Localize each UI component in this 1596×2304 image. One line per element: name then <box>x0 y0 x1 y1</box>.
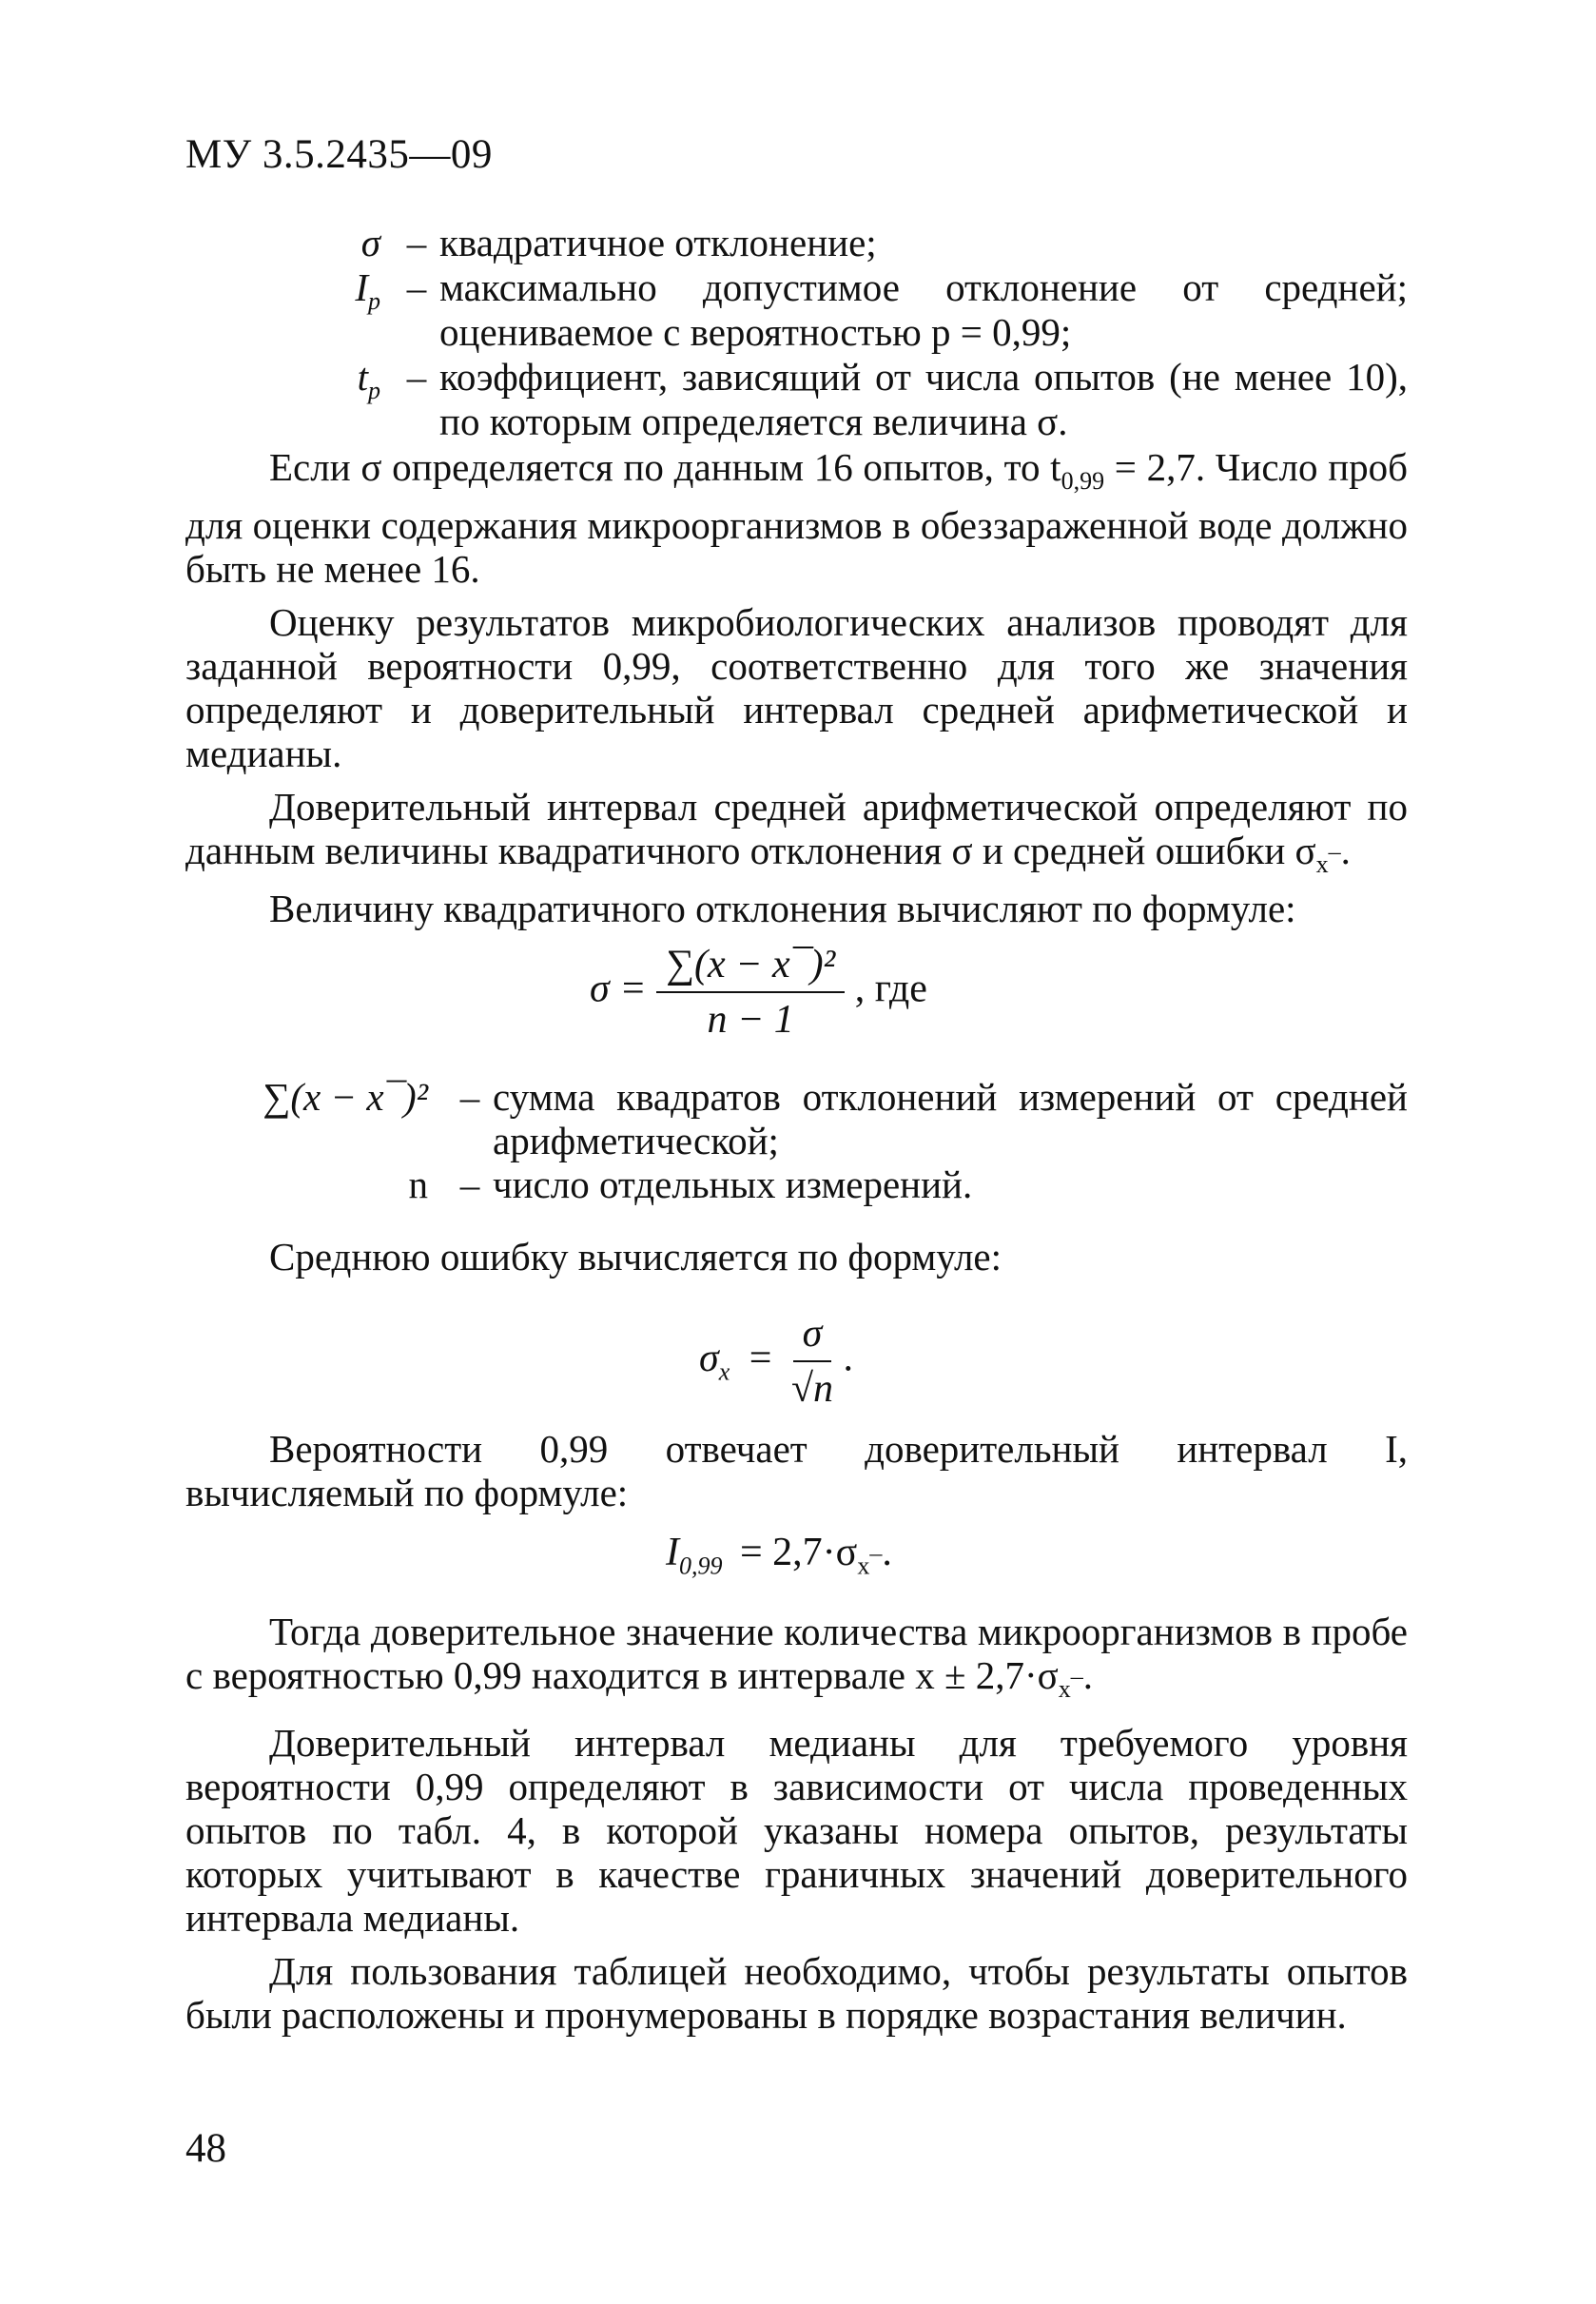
formula-suffix: . <box>843 1336 854 1380</box>
paragraph: Тогда доверительное значение количества микроорганизмов в пробе с вероятностью 0,99 находится в интервале $x \pm 2,7\cdot\sigma_{x¯}$. <box>185 1610 1408 1704</box>
definition-text: максимально допустимое отклонение от средней; оцениваемое с вероятностью p = 0,99; <box>439 265 1408 354</box>
formula-numerator: σ <box>793 1311 832 1362</box>
formula-lhs: $\sigma_x$ <box>699 1336 730 1386</box>
definition-dash: – <box>459 1075 480 1119</box>
formula-sigma <box>590 942 927 1043</box>
page-number: 48 <box>185 2126 226 2171</box>
paragraph: Величину квадратичного отклонения вычисляют по формуле: <box>269 887 1296 931</box>
paragraph: Доверительный интервал медианы для требуемого уровня вероятности 0,99 определяют в зависимости от числа проведенных опытов по табл. 4, в которой указаны номера опытов, результаты которых учитывают в качестве граничных значений доверительного интервала медианы. <box>185 1721 1408 1941</box>
document-code: МУ 3.5.2435—09 <box>185 132 493 177</box>
body-text-mean-error <box>185 1235 1408 1279</box>
definition-symbol: $I_p$ <box>355 265 380 316</box>
formula-mean-error <box>699 1311 853 1412</box>
definition-dash: – <box>406 265 427 309</box>
symbol-definitions <box>323 221 1408 444</box>
paragraph: Если σ определяется по данным 16 опытов, то $t_{0,99} = 2,7$. Число проб для оценки содержания микроорганизмов в обеззараженной воде должно быть не менее 16. <box>185 445 1409 592</box>
paragraph: Доверительный интервал средней арифметической определяют по данным величины квадратичного отклонения σ и средней ошибки $\sigma_{x¯}$. <box>185 785 1408 879</box>
formula-rhs: = $2,7\cdot\sigma_{x¯}$. <box>740 1531 892 1580</box>
definition-symbol: $t_p$ <box>357 355 380 405</box>
definition-text: квадратичное отклонение; <box>439 221 877 264</box>
definition-dash: – <box>406 355 427 399</box>
definition-row <box>323 265 1408 355</box>
definition-dash: – <box>459 1162 480 1206</box>
paragraph: Оценку результатов микробиологических анализов проводят для заданной вероятности 0,99, соответственно для того же значения определяют и доверительный интервал средней арифметической и медианы. <box>185 600 1408 776</box>
definition-text: число отдельных измерений. <box>493 1162 973 1206</box>
body-text-bottom <box>185 1610 1408 2037</box>
definition-row <box>195 1162 1408 1206</box>
formula-denominator: n − 1 <box>707 998 794 1042</box>
definition-symbol: ∑(x − x¯)² <box>263 1075 428 1119</box>
definition-symbol: n <box>408 1162 428 1206</box>
definition-symbol: σ <box>360 221 380 264</box>
body-text-top <box>185 445 1408 930</box>
definition-text: коэффициент, зависящий от числа опытов (не менее 10), по которым определяется величина σ. <box>439 355 1408 443</box>
definition-dash: – <box>406 221 427 264</box>
sum-definitions <box>195 1075 1408 1206</box>
formula-lhs: $I_{0,99}$ <box>666 1531 723 1580</box>
formula-suffix: , где <box>854 967 927 1011</box>
formula-fraction <box>656 942 845 1043</box>
formula-equals: = <box>749 1336 772 1380</box>
definition-row <box>323 355 1408 444</box>
paragraph: Для пользования таблицей необходимо, чтобы результаты опытов были расположены и пронумерованы в порядке возрастания величин. <box>185 1949 1408 2038</box>
formula-lhs: σ = <box>590 967 647 1011</box>
paragraph: Вероятности 0,99 отвечает доверительный интервал I, вычисляемый по формуле: <box>185 1427 1408 1514</box>
formula-fraction <box>791 1311 833 1412</box>
body-text-interval <box>185 1427 1408 1514</box>
paragraph: Среднюю ошибку вычисляется по формуле: <box>269 1235 1002 1279</box>
definition-text: сумма квадратов отклонений измерений от средней арифметической; <box>493 1075 1408 1162</box>
formula-denominator: √n <box>790 1367 834 1411</box>
formula-interval <box>666 1530 892 1580</box>
formula-numerator: ∑(x − x¯)² <box>656 942 845 993</box>
definition-row <box>323 221 1408 265</box>
definition-row <box>195 1075 1408 1162</box>
